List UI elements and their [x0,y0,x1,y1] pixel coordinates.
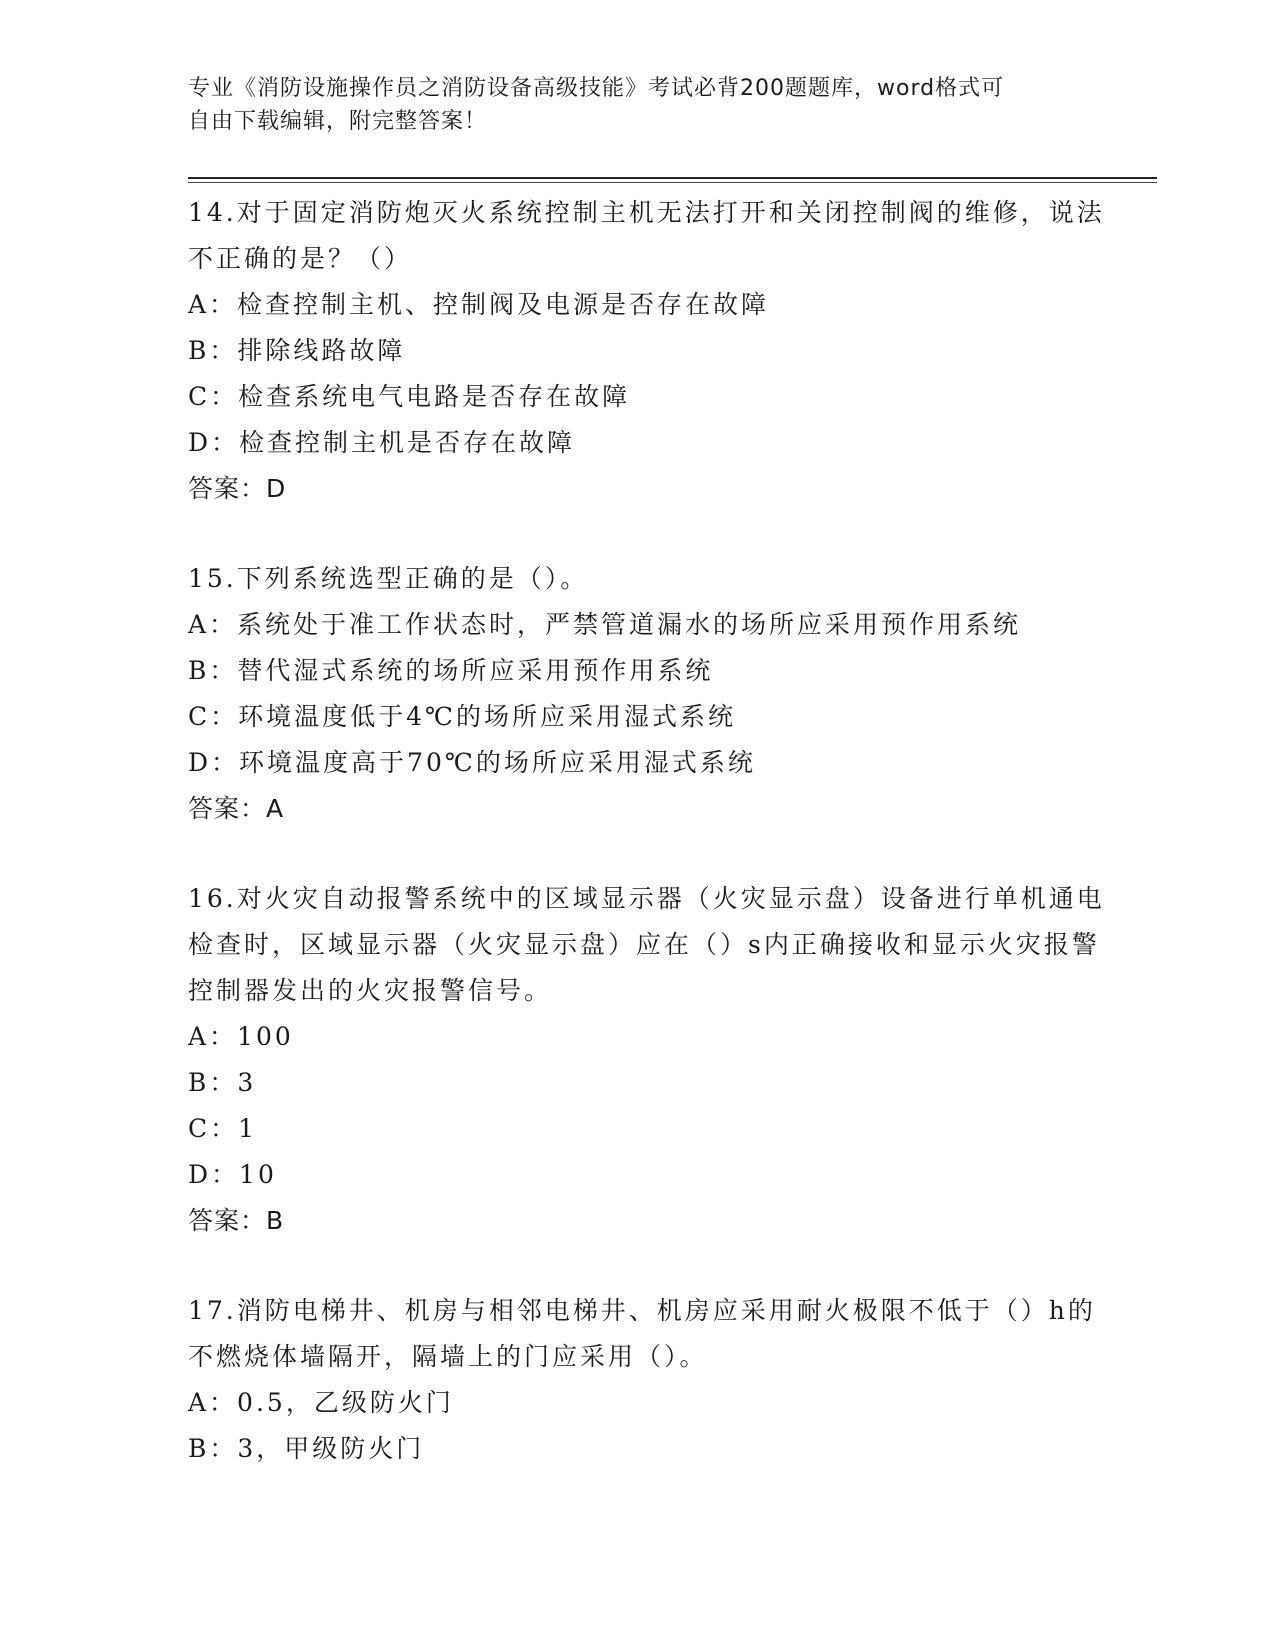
question-text: 14.对于固定消防炮灭火系统控制主机无法打开和关闭控制阀的维修，说法不正确的是？（） [188,198,1105,273]
option-d: D：检查控制主机是否存在故障 [188,428,576,457]
document-header [188,72,1068,138]
option-c: C：1 [188,1114,258,1143]
option-a: A：0.5，乙级防火门 [188,1388,454,1417]
header-line-2: 自由下载编辑，附完整答案！ [188,109,488,134]
option-b: B：排除线路故障 [188,336,406,365]
option-b: B：3 [188,1068,257,1097]
answer-text: 答案：B [188,1206,285,1235]
question-text: 15.下列系统选型正确的是（）。 [188,564,589,593]
question-text: 16.对火灾自动报警系统中的区域显示器（火灾显示盘）设备进行单机通电检查时，区域显示器（火灾显示盘）应在（）s内正确接收和显示火灾报警控制器发出的火灾报警信号。 [188,884,1105,1005]
question-15 [188,556,1108,832]
question-list [188,190,1108,1516]
answer-text: 答案：D [188,474,287,503]
option-c: C：检查系统电气电路是否存在故障 [188,382,631,411]
question-16 [188,876,1108,1244]
option-b: B：3，甲级防火门 [188,1434,425,1463]
option-a: A：检查控制主机、控制阀及电源是否存在故障 [188,290,770,319]
header-divider-thin [188,182,1157,183]
option-c: C：环境温度低于4℃的场所应采用湿式系统 [188,702,737,731]
header-divider-thick [188,177,1157,179]
question-14 [188,190,1108,512]
option-b: B：替代湿式系统的场所应采用预作用系统 [188,656,714,685]
question-17 [188,1288,1108,1472]
option-a: A：系统处于准工作状态时，严禁管道漏水的场所应采用预作用系统 [188,610,1022,639]
header-line-1: 专业《消防设施操作员之消防设备高级技能》考试必背200题题库，word格式可 [188,76,1005,101]
option-d: D：10 [188,1160,277,1189]
answer-text: 答案：A [188,794,285,823]
question-text: 17.消防电梯井、机房与相邻电梯井、机房应采用耐火极限不低于（）h的不燃烧体墙隔开，隔墙上的门应采用（）。 [188,1296,1096,1371]
option-a: A：100 [188,1022,294,1051]
option-d: D：环境温度高于70℃的场所应采用湿式系统 [188,748,756,777]
